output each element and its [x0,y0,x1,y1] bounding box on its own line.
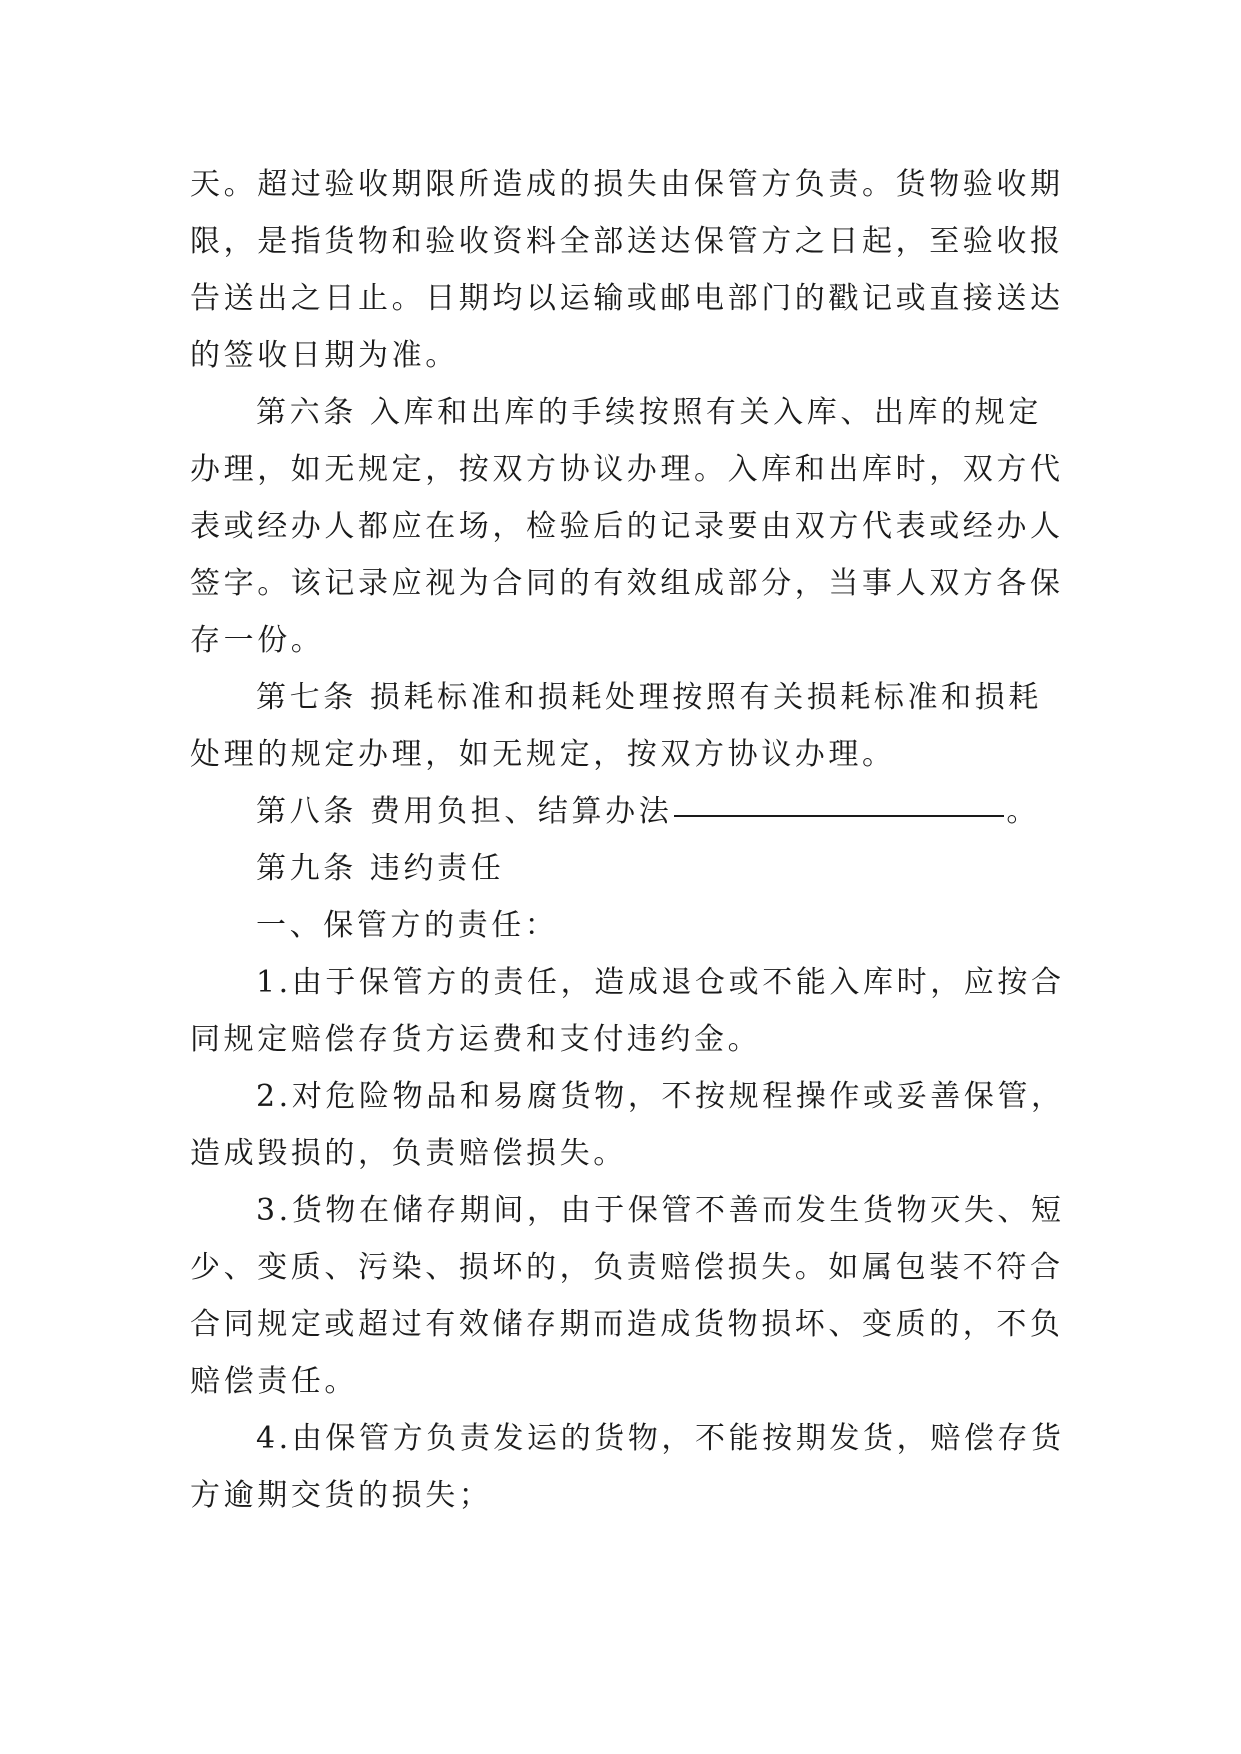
document-body [190,156,1070,1524]
paragraph-line: 赔偿责任。 [190,1364,358,1399]
paragraph-line: 告送出之日止。日期均以运输或邮电部门的戳记或直接送达 [190,281,1064,316]
paragraph-line: 造成毁损的，负责赔偿损失。 [190,1136,627,1171]
clause-3-line: 3.货物在储存期间，由于保管不善而发生货物灭失、短 [256,1193,1065,1228]
article-9-heading-line: 第九条 违约责任 [256,851,505,886]
article-6-heading-line: 第六条 入库和出库的手续按照有关入库、出库的规定 [256,395,1042,430]
paragraph-line: 办理，如无规定，按双方协议办理。入库和出库时，双方代 [190,452,1064,487]
clause-2-line: 2.对危险物品和易腐货物，不按规程操作或妥善保管， [256,1079,1065,1114]
article-8-line [190,783,1070,840]
fill-in-blank [674,783,1004,817]
article-8-end-mark: 。 [1006,794,1040,829]
clause-1-line: 1.由于保管方的责任，造成退仓或不能入库时，应按合 [256,965,1065,1000]
paragraph-line: 限，是指货物和验收资料全部送达保管方之日起，至验收报 [190,224,1064,259]
paragraph-line: 方逾期交货的损失； [190,1478,493,1513]
paragraph-line: 表或经办人都应在场，检验后的记录要由双方代表或经办人 [190,509,1064,544]
paragraph-line: 天。超过验收期限所造成的损失由保管方负责。货物验收期 [190,167,1064,202]
article-7-heading-line: 第七条 损耗标准和损耗处理按照有关损耗标准和损耗 [256,680,1042,715]
article-8-text: 第八条 费用负担、结算办法 [256,794,673,829]
paragraph-line: 同规定赔偿存货方运费和支付违约金。 [190,1022,762,1057]
paragraph-line: 少、变质、污染、损坏的，负责赔偿损失。如属包装不符合 [190,1250,1064,1285]
paragraph-line: 的签收日期为准。 [190,338,459,373]
paragraph-line: 签字。该记录应视为合同的有效组成部分，当事人双方各保 [190,566,1064,601]
paragraph-line: 存一份。 [190,623,325,658]
clause-4-line: 4.由保管方负责发运的货物，不能按期发货，赔偿存货 [256,1421,1065,1456]
paragraph-line: 合同规定或超过有效储存期而造成货物损坏、变质的，不负 [190,1307,1064,1342]
section-heading-line: 一、保管方的责任： [256,908,559,943]
paragraph-line: 处理的规定办理，如无规定，按双方协议办理。 [190,737,896,772]
